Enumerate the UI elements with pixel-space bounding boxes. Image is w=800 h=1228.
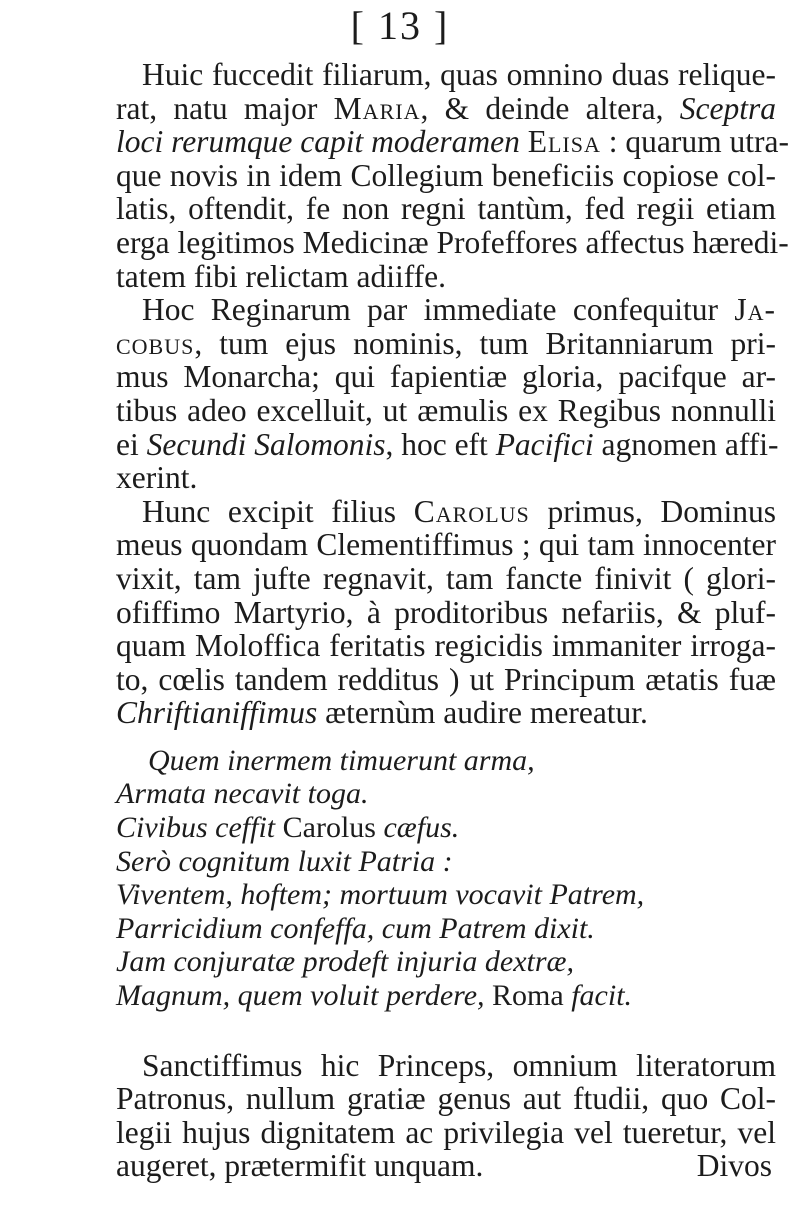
paragraph-carolus [116, 495, 776, 730]
spacer [116, 730, 776, 744]
text-span: Sceptra [679, 90, 776, 126]
text-span: : quarum utra- [600, 124, 789, 160]
verse-line: Viventem, hoftem; mortuum vocavit Patrem, [116, 878, 645, 912]
text-line: legii hujus dignitatem ac privilegia vel tueretur, vel [116, 1114, 776, 1150]
text-line [116, 495, 776, 529]
text-span: æternùm audire mereatur. [317, 695, 648, 731]
text-line [116, 327, 776, 361]
verse-line: Parricidium confeffa, cum Patrem dixit. [116, 911, 595, 945]
name-maria: Maria [333, 90, 421, 126]
name-carolus: Carolus [413, 493, 530, 529]
name-roma: Roma [492, 979, 564, 1013]
text-span [520, 124, 528, 159]
text-span: Chriftianiffimus [116, 695, 318, 731]
text-line: to, cœlis tandem redditus ) ut Principum ætatis fuæ [116, 661, 776, 697]
text-span: Pacifici [495, 426, 594, 462]
text-span: Hunc excipit filius [142, 493, 414, 529]
text-line [116, 696, 776, 730]
text-span: Magnum, quem voluit perdere, [116, 979, 493, 1013]
spacer [116, 1013, 776, 1049]
text-line [116, 124, 789, 160]
verse-line: Serò cognitum luxit Patria : [116, 844, 453, 878]
text-line: meus quondam Clementiffimus ; qui tam innocenter [116, 527, 776, 563]
text-span: Secundi Salomonis [146, 426, 386, 462]
text-line: erga legitimos Medicinæ Profeffores affectus hæredi- [116, 224, 789, 260]
text-line: que novis in idem Collegium beneficiis copiose col- [116, 157, 776, 193]
text-span: augeret, prætermifit unquam. [116, 1148, 484, 1184]
text-line: tatem fibi relictam adiiffe. [116, 258, 447, 294]
verse-line: Armata necavit toga. [116, 777, 369, 811]
name-jacobus: Ja- [734, 292, 776, 328]
text-span: facit. [563, 979, 633, 1013]
text-line: xerint. [116, 460, 198, 496]
name-elisa: Elisa [527, 124, 601, 160]
text-line: tibus adeo excelluit, ut æmulis ex Regibus nonnulli [116, 392, 776, 428]
text-span: , & deinde altera, [420, 90, 680, 126]
text-span: rat, natu major [116, 90, 334, 126]
text-span: cæfus. [375, 811, 460, 845]
text-span: Civibus ceffit [116, 811, 283, 845]
text-line: Patronus, nullum gratiæ genus aut ftudii, quo Col- [116, 1081, 776, 1117]
name-carolus: Carolus [282, 811, 376, 845]
text-line: latis, oftendit, fe non regni tantùm, fed regii etiam [116, 191, 776, 227]
paragraph-princeps [116, 1049, 776, 1183]
text-span: ei [116, 426, 147, 462]
text-line [116, 426, 779, 462]
text-line: mus Monarcha; qui fapientiæ gloria, pacifque ar- [116, 359, 776, 395]
text-line [116, 293, 776, 327]
epitaph-verse [116, 744, 776, 1013]
verse-line [116, 979, 776, 1013]
name-jacobus: cobus [116, 325, 195, 361]
catchword: Divos [696, 1148, 772, 1184]
text-span: , hoc eft [385, 426, 496, 462]
text-span: Hoc Reginarum par immediate confequitur [142, 292, 735, 328]
text-line: Sanctiffimus hic Princeps, omnium literatorum [142, 1047, 776, 1083]
text-line: vixit, tam jufte regnavit, tam fancte finivit ( glori- [116, 560, 776, 596]
page-body [116, 57, 789, 1184]
paragraph-jacobus [116, 292, 779, 496]
text-line: quam Moloffica feritatis regicidis immaniter irroga- [116, 628, 776, 664]
text-line: ofiffimo Martyrio, à proditoribus nefariis, & pluf- [116, 594, 776, 630]
text-line: Huic fuccedit filiarum, quas omnino duas relique- [142, 57, 776, 92]
verse-line [116, 811, 776, 845]
text-line [116, 92, 776, 126]
page-number: [ 13 ] [350, 3, 450, 48]
text-span: , tum ejus nominis, tum Britanniarum pri- [194, 325, 776, 361]
text-line [116, 1149, 776, 1183]
paragraph-succession-daughters [116, 57, 789, 294]
verse-line: Quem inermem timuerunt arma, [148, 743, 535, 777]
verse-line: Jam conjuratæ prodeft injuria dextræ, [116, 945, 575, 979]
text-span: agnomen affi- [593, 426, 779, 462]
text-span: primus, Dominus [529, 493, 777, 529]
text-span: loci rerumque capit moderamen [116, 124, 520, 160]
